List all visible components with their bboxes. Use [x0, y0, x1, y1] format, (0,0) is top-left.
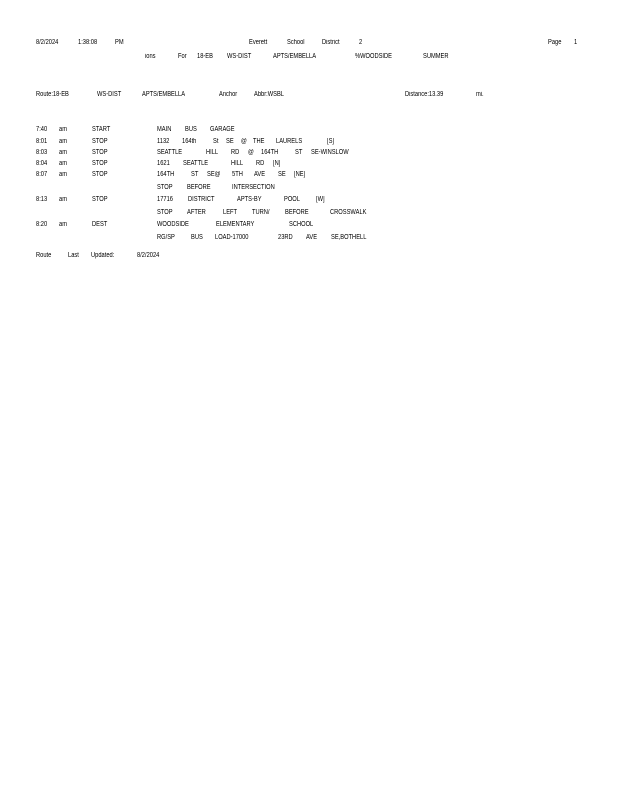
- stop-word: POOL: [284, 196, 300, 203]
- stop-word: 164TH: [261, 149, 279, 156]
- stop-type: STOP: [92, 171, 108, 178]
- stop-time: 8:20: [36, 221, 48, 228]
- page-number: 1: [574, 39, 578, 46]
- subtitle-word: For: [178, 53, 187, 60]
- stop-word: BUS: [185, 126, 197, 133]
- stop-time: 7:40: [36, 126, 48, 133]
- stop-word: LEFT: [223, 209, 238, 216]
- route-dist: WS-DIST: [97, 91, 122, 98]
- stop-word: [N]: [273, 160, 281, 167]
- stop-word: GARAGE: [210, 126, 235, 133]
- stop-word: THE: [253, 138, 265, 145]
- footer-date: 8/2/2024: [137, 252, 160, 259]
- stop-word: SE: [278, 171, 286, 178]
- stop-word: APTS-BY: [237, 196, 262, 203]
- stop-word: 164th: [182, 138, 197, 145]
- stop-word: 1621: [157, 160, 170, 167]
- subtitle-word: WS-DIST: [227, 53, 252, 60]
- stop-word: HILL: [231, 160, 244, 167]
- stop-word: BEFORE: [187, 184, 211, 191]
- stop-word: HILL: [206, 149, 219, 156]
- subtitle-word: 18-EB: [197, 53, 213, 60]
- route-distance: Distance:13.39: [405, 91, 444, 98]
- stop-type: STOP: [92, 138, 108, 145]
- stop-word: TURN/: [252, 209, 270, 216]
- stop-word: ST: [191, 171, 199, 178]
- stop-ampm: am: [59, 126, 67, 133]
- stop-ampm: am: [59, 171, 67, 178]
- stop-word: ELEMENTARY: [216, 221, 255, 228]
- stop-word: MAIN: [157, 126, 172, 133]
- stop-word: @: [241, 138, 247, 145]
- page-label: Page: [548, 39, 562, 46]
- stop-word: STOP: [157, 184, 173, 191]
- stop-word: SEATTLE: [183, 160, 209, 167]
- stop-word: AFTER: [187, 209, 206, 216]
- stop-word: WOODSIDE: [157, 221, 189, 228]
- stop-word: 1132: [157, 138, 170, 145]
- org-word: 2: [359, 39, 363, 46]
- stop-ampm: am: [59, 221, 67, 228]
- stop-word: ST: [295, 149, 303, 156]
- stop-word: RD: [231, 149, 240, 156]
- stop-word: RG/SP: [157, 234, 175, 241]
- route-abbr: Abbr:WSBL: [254, 91, 284, 98]
- stop-word: SE@: [207, 171, 221, 178]
- stop-word: DISTRICT: [188, 196, 215, 203]
- stop-word: CROSSWALK: [330, 209, 367, 216]
- stop-word: AVE: [306, 234, 318, 241]
- org-word: School: [287, 39, 305, 46]
- footer-word: Last: [68, 252, 79, 259]
- stop-word: LOAD-17000: [215, 234, 249, 241]
- stop-word: RD: [256, 160, 265, 167]
- stop-word: INTERSECTION: [232, 184, 275, 191]
- org-word: Everett: [249, 39, 268, 46]
- stop-time: 8:13: [36, 196, 48, 203]
- stop-word: LAURELS: [276, 138, 303, 145]
- stop-word: BUS: [191, 234, 203, 241]
- stop-word: STOP: [157, 209, 173, 216]
- stop-ampm: am: [59, 160, 67, 167]
- stop-word: [W]: [316, 196, 325, 203]
- stop-type: DEST: [92, 221, 108, 228]
- stop-type: STOP: [92, 160, 108, 167]
- stop-word: SEATTLE: [157, 149, 183, 156]
- stop-word: 17716: [157, 196, 173, 203]
- route-apts: APTS/EMBELLA: [142, 91, 186, 98]
- stop-type: START: [92, 126, 111, 133]
- stop-word: @: [248, 149, 254, 156]
- stop-type: STOP: [92, 149, 108, 156]
- stop-time: 8:01: [36, 138, 48, 145]
- subtitle-word: ions: [145, 53, 156, 60]
- stop-word: 5TH: [232, 171, 243, 178]
- report-ampm: PM: [115, 39, 124, 46]
- stop-word: [NE]: [294, 171, 306, 178]
- stop-time: 8:04: [36, 160, 48, 167]
- stop-word: 23RD: [278, 234, 293, 241]
- stop-time: 8:07: [36, 171, 48, 178]
- stop-word: AVE: [254, 171, 266, 178]
- report-time: 1:38:08: [78, 39, 98, 46]
- subtitle-word: SUMMER: [423, 53, 449, 60]
- footer-word: Route: [36, 252, 52, 259]
- stop-ampm: am: [59, 196, 67, 203]
- route-distance-unit: mi.: [476, 91, 484, 98]
- stop-word: SE,BOTHELL: [331, 234, 367, 241]
- report-date: 8/2/2024: [36, 39, 59, 46]
- stop-ampm: am: [59, 138, 67, 145]
- stop-word: 164TH: [157, 171, 175, 178]
- subtitle-word: %WOODSIDE: [355, 53, 393, 60]
- org-word: District: [322, 39, 340, 46]
- stop-type: STOP: [92, 196, 108, 203]
- subtitle-word: APTS/EMBELLA: [273, 53, 317, 60]
- footer-word: Updated:: [91, 252, 115, 259]
- stop-word: SCHOOL: [289, 221, 314, 228]
- stop-time: 8:03: [36, 149, 48, 156]
- stop-ampm: am: [59, 149, 67, 156]
- stop-word: BEFORE: [285, 209, 309, 216]
- stop-word: St: [213, 138, 219, 145]
- route-anchor: Anchor: [219, 91, 238, 98]
- stop-word: SE: [226, 138, 234, 145]
- route-label: Route:18-EB: [36, 91, 69, 98]
- stop-word: SE-WINSLOW: [311, 149, 349, 156]
- stop-word: [S]: [327, 138, 335, 145]
